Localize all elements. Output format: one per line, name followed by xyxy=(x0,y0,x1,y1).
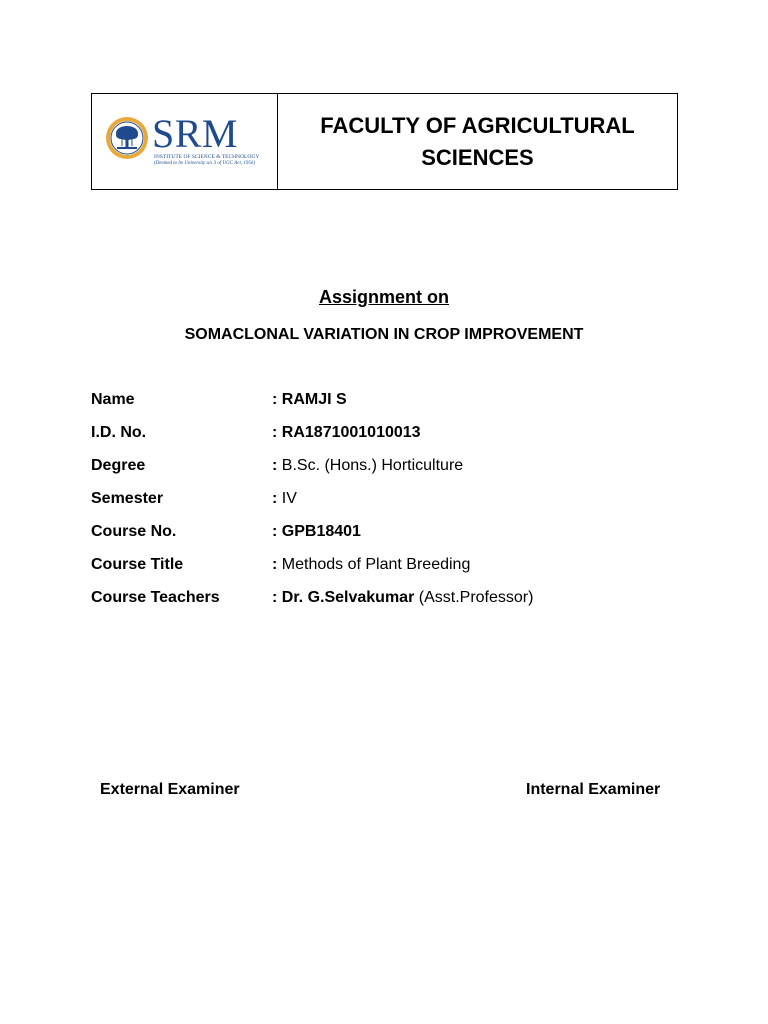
logo-cell xyxy=(92,94,278,189)
colon: : xyxy=(272,589,278,606)
id-value: RA1871001010013 xyxy=(281,424,421,441)
faculty-cell xyxy=(278,94,677,189)
name-value: RAMJI S xyxy=(281,391,347,408)
header-table xyxy=(91,93,678,190)
teacher-name: Dr. G.Selvakumar xyxy=(281,589,415,606)
external-examiner-label: External Examiner xyxy=(100,781,240,798)
course-teachers-value-wrap xyxy=(272,588,691,621)
course-no-label: Course No. xyxy=(91,523,177,540)
id-label: I.D. No. xyxy=(91,424,147,441)
logo-subtagline: (Deemed to be University u/s 3 of UGC Act, 1956) xyxy=(154,161,255,166)
internal-examiner-label: Internal Examiner xyxy=(526,781,661,798)
detail-row-degree xyxy=(91,456,691,489)
degree-label: Degree xyxy=(91,457,146,474)
semester-value-wrap xyxy=(272,489,691,522)
srm-wordmark: SRM xyxy=(152,111,238,156)
colon: : xyxy=(272,490,278,507)
course-no-value-wrap xyxy=(272,522,691,555)
course-teachers-label: Course Teachers xyxy=(91,589,220,606)
colon: : xyxy=(272,457,278,474)
logo-tagline: INSTITUTE OF SCIENCE & TECHNOLOGY xyxy=(154,154,260,160)
name-label: Name xyxy=(91,391,135,408)
degree-value: B.Sc. (Hons.) Horticulture xyxy=(281,457,464,474)
colon: : xyxy=(272,424,278,441)
course-no-value: GPB18401 xyxy=(281,523,361,540)
course-title-label: Course Title xyxy=(91,556,184,573)
detail-row-id xyxy=(91,423,691,456)
colon: : xyxy=(272,523,278,540)
course-title-value: Methods of Plant Breeding xyxy=(281,556,471,573)
assignment-topic: SOMACLONAL VARIATION IN CROP IMPROVEMENT xyxy=(184,326,584,343)
assignment-heading: Assignment on xyxy=(318,287,449,307)
colon: : xyxy=(272,391,278,408)
teacher-role: (Asst.Professor) xyxy=(418,589,534,606)
course-title-value-wrap xyxy=(272,555,691,588)
banyan-tree-emblem-icon xyxy=(105,116,149,160)
detail-row-semester xyxy=(91,489,691,522)
name-value-wrap xyxy=(272,390,691,423)
detail-row-course-title xyxy=(91,555,691,588)
colon: : xyxy=(272,556,278,573)
semester-value: IV xyxy=(281,490,297,507)
student-details xyxy=(91,390,691,621)
degree-value-wrap xyxy=(272,456,691,489)
detail-row-course-teachers xyxy=(91,588,691,621)
id-value-wrap xyxy=(272,423,691,456)
faculty-title: FACULTY OF AGRICULTURAL SCIENCES xyxy=(320,112,635,170)
detail-row-name xyxy=(91,390,691,423)
detail-row-course-no xyxy=(91,522,691,555)
semester-label: Semester xyxy=(91,490,164,507)
